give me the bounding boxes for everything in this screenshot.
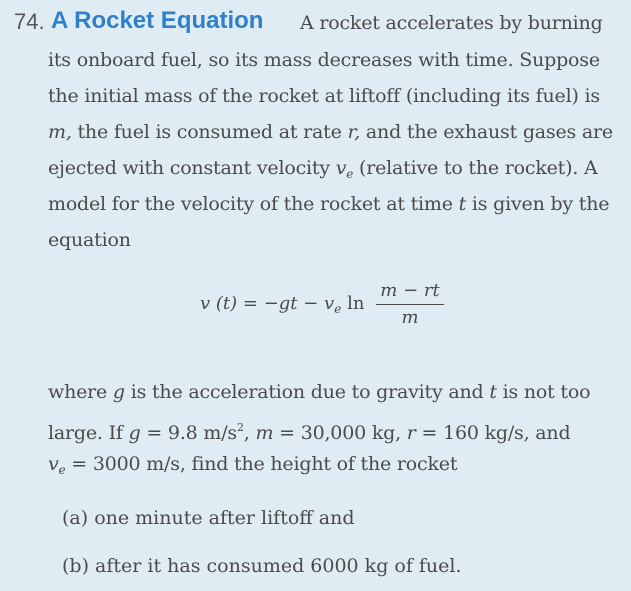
text-seg: large. If [48,422,129,444]
text-seg: = 3000 m/s, find the height of the rocket [65,453,458,475]
after-equation-line [48,380,590,404]
intro-line-2: its onboard fuel, so its mass decreases with time. Suppose [48,49,600,71]
text-seg: is given by the [466,193,610,215]
var-v: v [48,453,59,475]
var-m: m [255,422,274,444]
text-seg: (relative to the rocket). A [353,157,598,179]
part-a-label: (a) [62,507,89,529]
var-r: r [406,422,416,444]
given-values-line-2 [48,452,457,482]
intro-first-line: A rocket accelerates by burning [300,12,603,34]
text-seg: = 9.8 m/s [140,422,237,444]
equation-lhs [200,293,364,316]
problem-title: A Rocket Equation [51,7,264,34]
eq-text: v (t) = −gt − v [200,293,335,314]
text-seg: = 160 kg/s, and [415,422,571,444]
problem-number: 74. [14,9,45,34]
part-b [62,555,462,577]
intro-line-4 [48,120,613,144]
superscript-2: 2 [236,421,244,434]
var-m: m, [48,121,72,143]
part-b-label: (b) [62,555,89,577]
text-seg: model for the velocity of the rocket at time [48,193,459,215]
var-r: r, [347,121,361,143]
intro-line-6 [48,192,609,216]
text-seg: is not too [496,381,591,403]
ln-operator: ln [341,293,365,314]
var-g: g [112,381,125,403]
text-seg: where [48,381,113,403]
given-values-line-1 [48,416,570,445]
text-seg: , [243,422,256,444]
text-seg: = 30,000 kg, [273,422,407,444]
intro-line-5 [48,156,598,186]
text-seg: and the exhaust gases are [360,121,613,143]
fraction-numerator: m − rt [380,280,440,301]
var-g: g [128,422,141,444]
text-seg: ejected with constant velocity [48,157,336,179]
fraction-denominator: m [401,307,419,328]
subscript-e: e [58,463,66,477]
intro-line-7: equation [48,229,131,251]
intro-line-3: the initial mass of the rocket at liftoff (including its fuel) is [48,85,600,107]
var-t: t [489,381,497,403]
part-a [62,507,355,529]
var-t: t [458,193,467,215]
subscript-e: e [346,167,354,181]
var-v: v [335,157,347,179]
eq-subscript-e: e [334,302,342,316]
text-seg: is the acceleration due to gravity and [124,381,490,403]
part-a-text: one minute after liftoff and [94,507,355,529]
part-b-text: after it has consumed 6000 kg of fuel. [95,555,462,577]
fraction-bar [376,304,444,305]
equation-fraction [376,280,444,329]
text-seg: the fuel is consumed at rate [71,121,348,143]
